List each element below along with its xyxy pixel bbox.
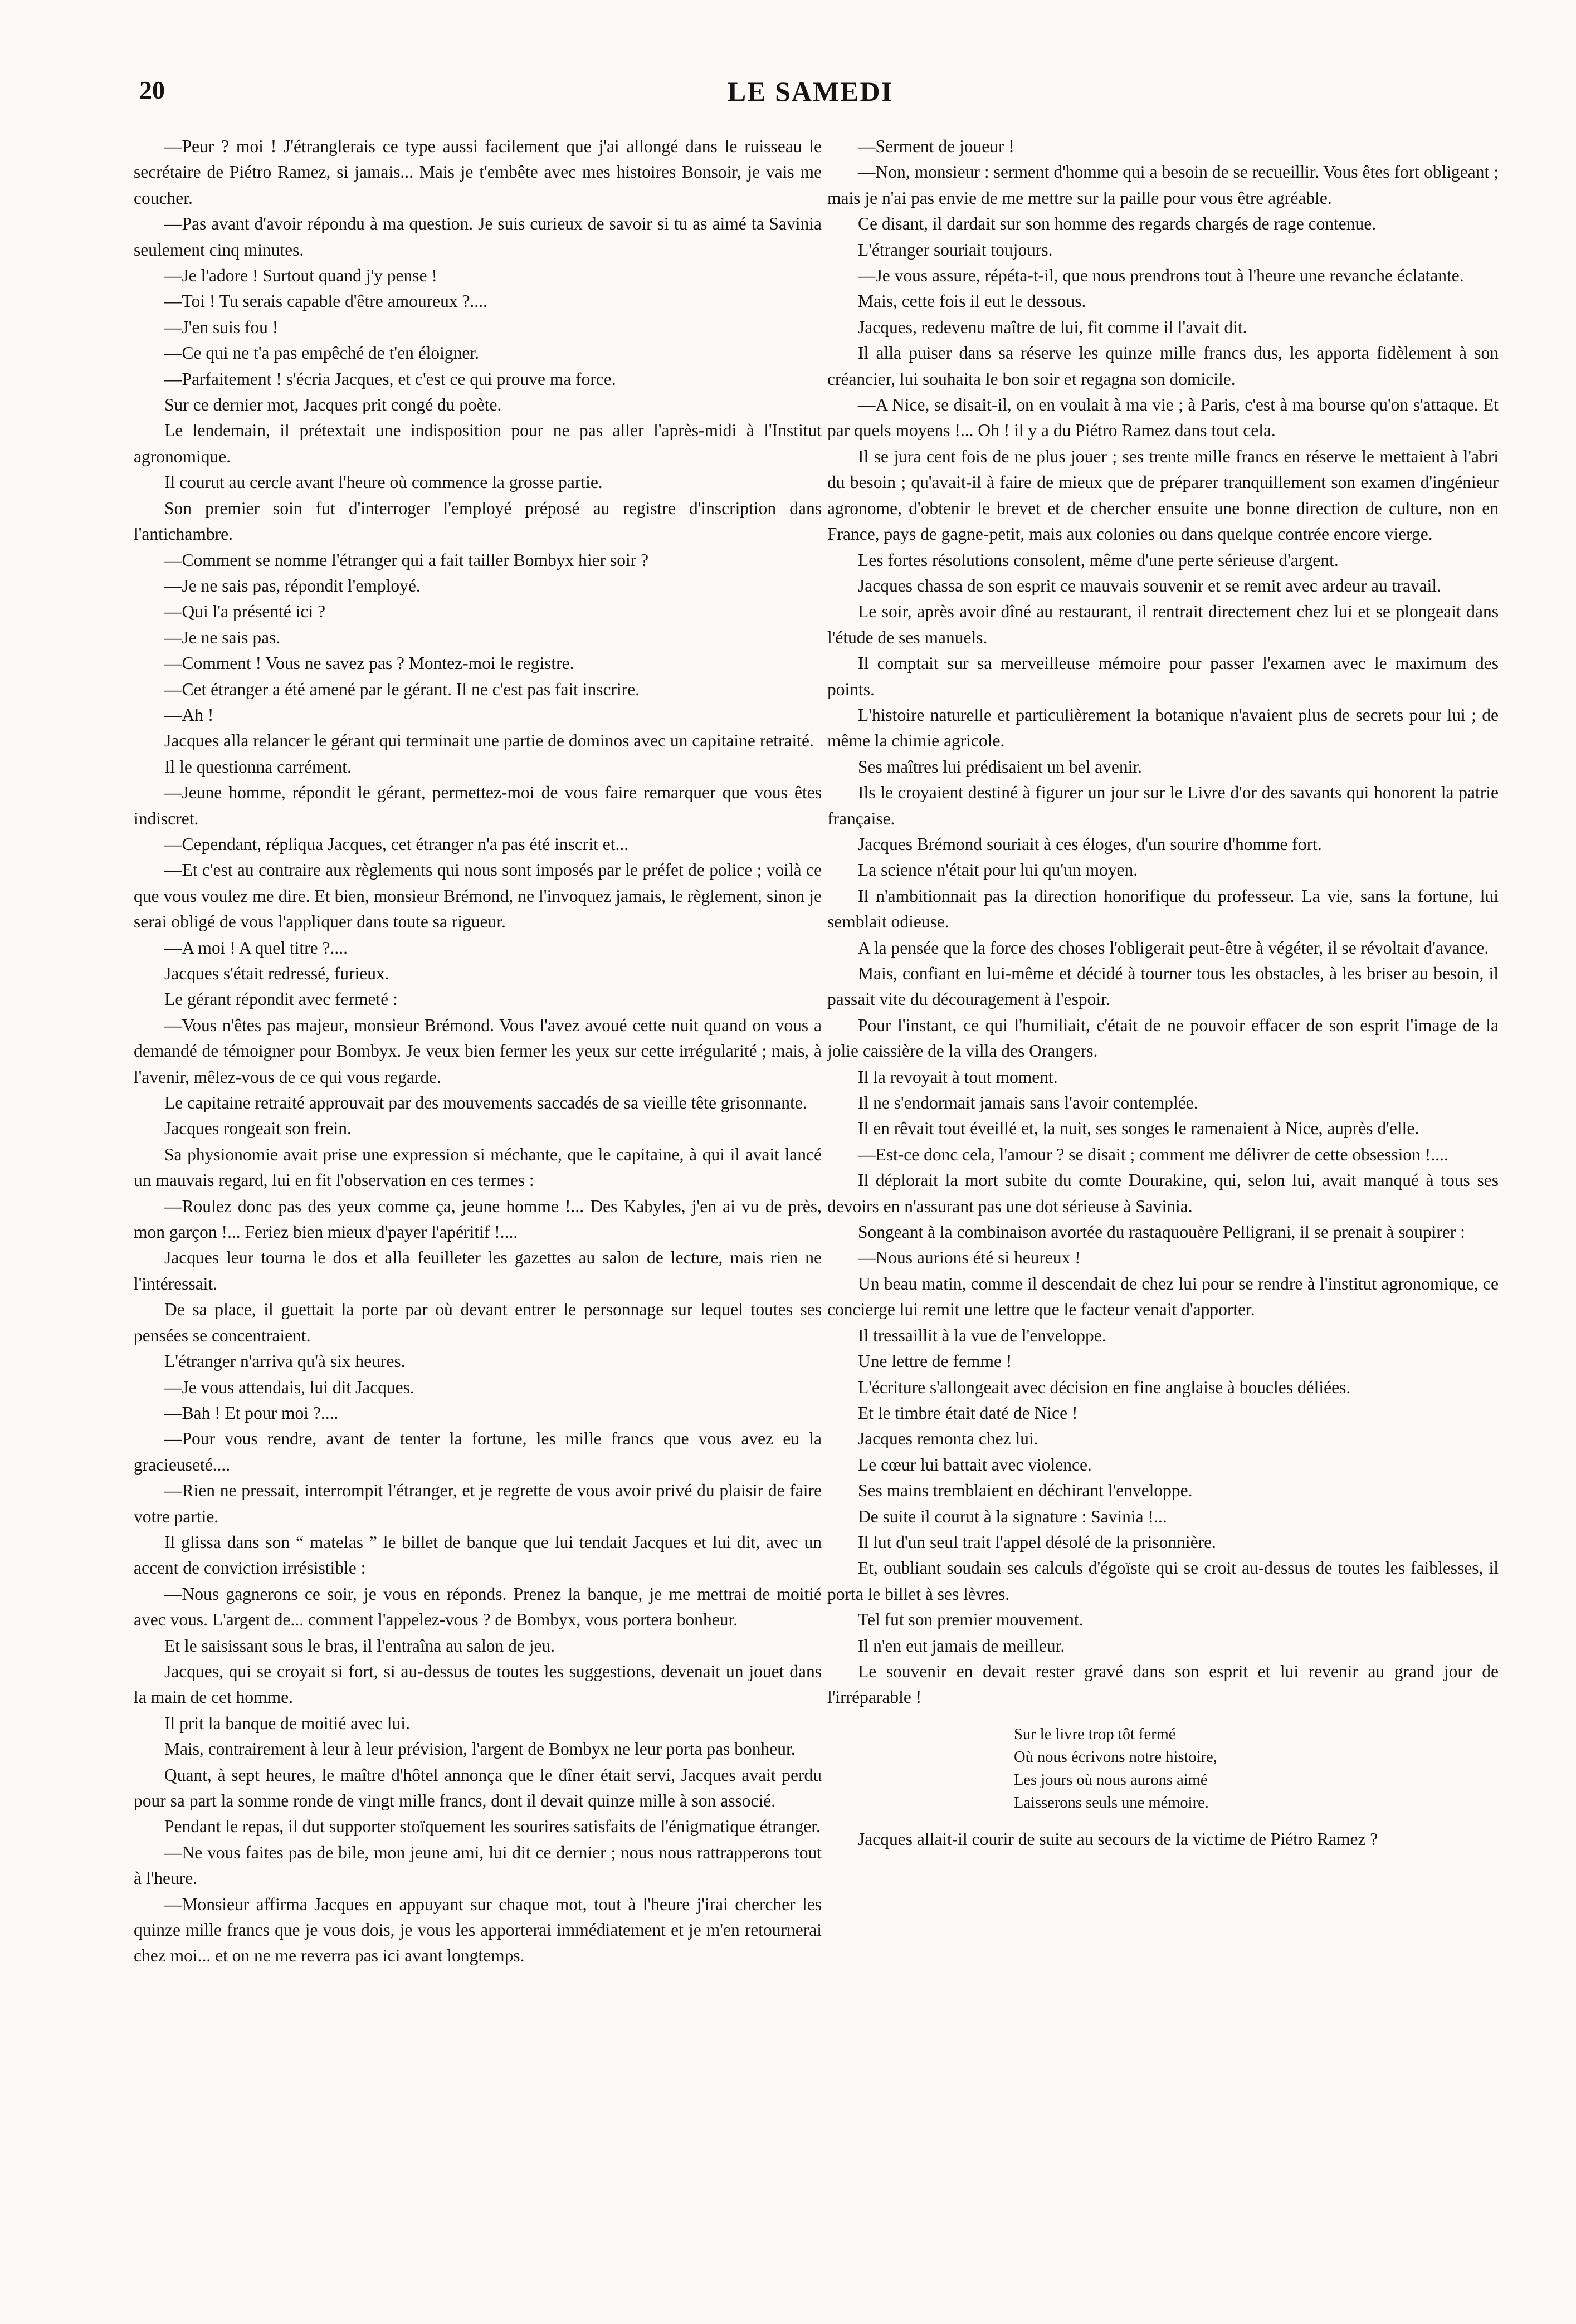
poem-line: Les jours où nous aurons aimé bbox=[1014, 1771, 1208, 1789]
paragraph: —Pas avant d'avoir répondu à ma question. Je suis curieux de savoir si tu as aimé ta Savinia seulement cinq minutes. bbox=[134, 214, 822, 260]
paragraph: Il glissa dans son “ matelas ” le billet de banque que lui tendait Jacques et lui dit, avec un accent de conviction irrésistible : bbox=[134, 1532, 822, 1578]
paragraph: A la pensée que la force des choses l'obligerait peut-être à végéter, il se révoltait d'avance. bbox=[858, 938, 1489, 958]
paragraph: Jacques alla relancer le gérant qui terminait une partie de dominos avec un capitaine retraité. bbox=[164, 731, 814, 751]
paragraph: Il la revoyait à tout moment. bbox=[858, 1067, 1058, 1087]
paragraph: —Et c'est au contraire aux règlements qui nous sont imposés par le préfet de police ; voilà ce que vous voulez me dire. Et bien, monsieur Brémond, ne l'invoquez jamais, le règlement, sinon je serai obligé de vous l'appliquer dans toute sa rigueur. bbox=[134, 860, 822, 932]
paragraph: —Rien ne pressait, interrompit l'étranger, et je regrette de vous avoir privé du plaisir de faire votre partie. bbox=[134, 1481, 822, 1526]
paragraph: —Roulez donc pas des yeux comme ça, jeune homme !... Des Kabyles, j'en ai vu de près, mon garçon !... Feriez bien mieux d'payer l'apéritif !.... bbox=[134, 1196, 822, 1242]
paragraph: —A moi ! A quel titre ?.... bbox=[164, 938, 348, 958]
paragraph: —Ne vous faites pas de bile, mon jeune ami, lui dit ce dernier ; nous nous rattrapperons tout à l'heure. bbox=[134, 1842, 822, 1888]
paragraph: Quant, à sept heures, le maître d'hôtel annonça que le dîner était servi, Jacques avait perdu pour sa part la somme ronde de vingt mille francs, dont il devait quinze mille à son associé. bbox=[134, 1765, 822, 1810]
paragraph: —Je vous attendais, lui dit Jacques. bbox=[164, 1377, 414, 1397]
paragraph: —Cet étranger a été amené par le gérant. Il ne c'est pas fait inscrire. bbox=[164, 679, 640, 699]
paragraph: Un beau matin, comme il descendait de chez lui pour se rendre à l'institut agronomique, ce concierge lui remit une lettre que le facteur venait d'apporter. bbox=[827, 1273, 1499, 1320]
paragraph: Et le timbre était daté de Nice ! bbox=[858, 1403, 1078, 1423]
paragraph: —Comment ! Vous ne savez pas ? Montez-moi le registre. bbox=[164, 653, 574, 673]
poem-line: Sur le livre trop tôt fermé bbox=[1014, 1725, 1176, 1743]
paragraph: De suite il courut à la signature : Savinia !... bbox=[858, 1506, 1167, 1526]
paragraph: L'étranger souriait toujours. bbox=[858, 240, 1053, 260]
paragraph: Il tressaillit à la vue de l'enveloppe. bbox=[858, 1325, 1106, 1345]
paragraph: —Nous gagnerons ce soir, je vous en réponds. Prenez la banque, je me mettrai de moitié avec vous. L'argent de... comment l'appelez-vous ? de Bombyx, vous portera bonheur. bbox=[134, 1584, 822, 1630]
paragraph: —Bah ! Et pour moi ?.... bbox=[164, 1403, 339, 1423]
paragraph: Mais, contrairement à leur à leur prévision, l'argent de Bombyx ne leur porta pas bonheur. bbox=[164, 1739, 796, 1759]
paragraph: Jacques remonta chez lui. bbox=[858, 1429, 1038, 1449]
page-header bbox=[128, 75, 1492, 114]
paragraph: —Toi ! Tu serais capable d'être amoureux ?.... bbox=[164, 291, 487, 311]
paragraph: Il n'en eut jamais de meilleur. bbox=[858, 1635, 1065, 1656]
paragraph: —Je l'adore ! Surtout quand j'y pense ! bbox=[164, 266, 437, 286]
paragraph: —Ah ! bbox=[164, 705, 214, 725]
paragraph: L'histoire naturelle et particulièrement la botanique n'avaient plus de secrets pour lui ; de même la chimie agricole. bbox=[827, 705, 1499, 751]
paragraph: Il se jura cent fois de ne plus jouer ; ses trente mille francs en réserve le mettaient à l'abri du besoin ; qu'avait-il à faire de mieux que de préparer tranquillement son examen d'ingénieur agronome, d'obtenir le brevet et de chercher ensuite une bonne direction de culture, non en France, pays de gagne-petit, mais aux colonies ou dans quelque contrée encore vierge. bbox=[827, 446, 1499, 544]
paragraph: Il lut d'un seul trait l'appel désolé de la prisonnière. bbox=[858, 1532, 1216, 1552]
paragraph: —Qui l'a présenté ici ? bbox=[164, 602, 326, 622]
paragraph: La science n'était pour lui qu'un moyen. bbox=[858, 860, 1138, 880]
paragraph: Jacques leur tourna le dos et alla feuilleter les gazettes au salon de lecture, mais rien ne l'intéressait. bbox=[134, 1248, 822, 1293]
page-number: 20 bbox=[139, 76, 165, 104]
paragraph: Il n'ambitionnait pas la direction honorifique du professeur. La vie, sans la fortune, lui semblait odieuse. bbox=[827, 886, 1499, 932]
paragraph: —Peur ? moi ! J'étranglerais ce type aussi facilement que j'ai allongé dans le ruisseau le secrétaire de Piétro Ramez, si jamais... Mais je t'embête avec mes histoires Bonsoir, je vais me coucher. bbox=[134, 136, 822, 208]
paragraph: Sur ce dernier mot, Jacques prit congé du poète. bbox=[164, 395, 502, 415]
paragraph: Ce disant, il dardait sur son homme des regards chargés de rage contenue. bbox=[858, 214, 1377, 234]
paragraph: Mais, confiant en lui-même et décidé à tourner tous les obstacles, à les briser au besoin, il passait vite du découragement à l'espoir. bbox=[827, 964, 1499, 1009]
paragraph: Jacques Brémond souriait à ces éloges, d'un sourire d'homme fort. bbox=[858, 834, 1322, 854]
paragraph: Il courut au cercle avant l'heure où commence la grosse partie. bbox=[164, 472, 603, 492]
paragraph: Et, oubliant soudain ses calculs d'égoïste qui se croit au-dessus de toutes les faiblesses, il porta le billet à ses lèvres. bbox=[827, 1558, 1499, 1604]
paragraph: Ses mains tremblaient en déchirant l'enveloppe. bbox=[858, 1481, 1193, 1501]
paragraph: Jacques rongeait son frein. bbox=[164, 1119, 352, 1139]
closing-paragraph: Jacques allait-il courir de suite au secours de la victime de Piétro Ramez ? bbox=[858, 1829, 1378, 1849]
paragraph: L'écriture s'allongeait avec décision en fine anglaise à boucles déliées. bbox=[858, 1377, 1351, 1397]
paragraph: Le cœur lui battait avec violence. bbox=[858, 1454, 1092, 1475]
paragraph: Jacques s'était redressé, furieux. bbox=[164, 964, 389, 983]
paragraph: Songeant à la combinaison avortée du rastaquouère Pelligrani, il se prenait à soupirer : bbox=[858, 1222, 1465, 1242]
paragraph: Le capitaine retraité approuvait par des mouvements saccadés de sa vieille tête grisonnante. bbox=[164, 1093, 807, 1113]
paragraph: Jacques, redevenu maître de lui, fit comme il l'avait dit. bbox=[858, 317, 1247, 337]
paragraph: —J'en suis fou ! bbox=[164, 317, 279, 337]
paragraph: Mais, cette fois il eut le dessous. bbox=[858, 291, 1086, 311]
paragraph: Le souvenir en devait rester gravé dans son esprit et lui revenir au grand jour de l'irréparable ! bbox=[827, 1661, 1499, 1707]
paragraph: Le lendemain, il prétextait une indisposition pour ne pas aller l'après-midi à l'Institut agronomique. bbox=[134, 421, 822, 466]
paragraph: Ils le croyaient destiné à figurer un jour sur le Livre d'or des savants qui honorent la patrie française. bbox=[827, 783, 1499, 828]
paragraph: Ses maîtres lui prédisaient un bel avenir. bbox=[858, 756, 1142, 777]
paragraph: —Comment se nomme l'étranger qui a fait tailler Bombyx hier soir ? bbox=[164, 550, 649, 570]
paragraph: —Serment de joueur ! bbox=[858, 136, 1014, 156]
paragraph: Jacques, qui se croyait si fort, si au-dessus de toutes les suggestions, devenait un jouet dans la main de cet homme. bbox=[134, 1661, 822, 1707]
paragraph: —Cependant, répliqua Jacques, cet étranger n'a pas été inscrit et... bbox=[164, 834, 629, 854]
paragraph: —Je vous assure, répéta-t-il, que nous prendrons tout à l'heure une revanche éclatante. bbox=[858, 266, 1464, 286]
paragraph: De sa place, il guettait la porte par où devant entrer le personnage sur lequel toutes ses pensées se concentraient. bbox=[134, 1300, 822, 1345]
paragraph: —A Nice, se disait-il, on en voulait à ma vie ; à Paris, c'est à ma bourse qu'on s'attaque. Et par quels moyens !... Oh ! il y a du Piétro Ramez dans tout cela. bbox=[827, 395, 1499, 441]
paragraph: —Je ne sais pas. bbox=[164, 627, 281, 647]
paragraph: Pour l'instant, ce qui l'humiliait, c'était de ne pouvoir effacer de son esprit l'image de la jolie caissière de la villa des Orangers. bbox=[827, 1015, 1499, 1061]
paragraph: —Parfaitement ! s'écria Jacques, et c'est ce qui prouve ma force. bbox=[164, 369, 616, 389]
paragraph: —Nous aurions été si heureux ! bbox=[858, 1248, 1081, 1268]
paragraph: —Je ne sais pas, répondit l'employé. bbox=[164, 575, 421, 595]
paragraph: Il alla puiser dans sa réserve les quinze mille francs dus, les apporta fidèlement à son créancier, lui souhaita le bon soir et regagna son domicile. bbox=[827, 343, 1499, 389]
paragraph: Il en rêvait tout éveillé et, la nuit, ses songes le ramenaient à Nice, auprès d'elle. bbox=[858, 1119, 1419, 1139]
paragraph: —Non, monsieur : serment d'homme qui a besoin de se recueillir. Vous êtes fort obligeant ; mais je n'ai pas envie de me mettre sur la paille pour vous être agréable. bbox=[827, 162, 1499, 208]
paragraph: Une lettre de femme ! bbox=[858, 1351, 1012, 1371]
poem bbox=[1014, 1723, 1499, 1814]
paragraph: Et le saisissant sous le bras, il l'entraîna au salon de jeu. bbox=[164, 1635, 555, 1656]
paragraph: —Vous n'êtes pas majeur, monsieur Brémond. Vous l'avez avoué cette nuit quand on vous a demandé de témoigner pour Bombyx. Je veux bien fermer les yeux sur cette irrégularité ; mais, à l'avenir, mêlez-vous de ce qui vous regarde. bbox=[134, 1015, 822, 1087]
paragraph: Il déplorait la mort subite du comte Dourakine, qui, selon lui, avait manqué à tous ses devoirs en n'assurant pas une dot sérieuse à Savinia. bbox=[827, 1170, 1499, 1216]
paragraph: —Ce qui ne t'a pas empêché de t'en éloigner. bbox=[164, 343, 480, 363]
left-column bbox=[134, 134, 822, 2301]
paragraph: —Pour vous rendre, avant de tenter la fortune, les mille francs que vous avez eu la gracieuseté.... bbox=[134, 1429, 822, 1475]
paragraph: Il ne s'endormait jamais sans l'avoir contemplée. bbox=[858, 1093, 1198, 1113]
paragraph: Les fortes résolutions consolent, même d'une perte sérieuse d'argent. bbox=[858, 550, 1339, 570]
poem-line: Où nous écrivons notre histoire, bbox=[1014, 1748, 1217, 1766]
paragraph: Jacques chassa de son esprit ce mauvais souvenir et se remit avec ardeur au travail. bbox=[858, 575, 1441, 595]
paragraph: Le gérant répondit avec fermeté : bbox=[164, 989, 398, 1009]
paragraph: —Monsieur affirma Jacques en appuyant sur chaque mot, tout à l'heure j'irai chercher les quinze mille francs que je vous dois, je vous les apporterai immédiatement et je m'en retournerai chez moi... et on ne me reverra pas ici avant longtemps. bbox=[134, 1894, 822, 1966]
paragraph: L'étranger n'arriva qu'à six heures. bbox=[164, 1351, 406, 1371]
poem-line: Laisserons seuls une mémoire. bbox=[1014, 1794, 1209, 1812]
paragraph: Il le questionna carrément. bbox=[164, 756, 352, 777]
paragraph: Tel fut son premier mouvement. bbox=[858, 1610, 1084, 1630]
right-column bbox=[827, 134, 1499, 2301]
paragraph: Il prit la banque de moitié avec lui. bbox=[164, 1713, 410, 1733]
paragraph: Il comptait sur sa merveilleuse mémoire pour passer l'examen avec le maximum des points. bbox=[827, 653, 1499, 699]
paragraph: Le soir, après avoir dîné au restaurant, il rentrait directement chez lui et se plongeait dans l'étude de ses manuels. bbox=[827, 602, 1499, 647]
paragraph: Sa physionomie avait prise une expression si méchante, que le capitaine, à qui il avait lancé un mauvais regard, lui en fit l'observation en ces termes : bbox=[134, 1144, 822, 1190]
paragraph: —Est-ce donc cela, l'amour ? se disait ; comment me délivrer de cette obsession !.... bbox=[858, 1144, 1448, 1164]
paragraph: Son premier soin fut d'interroger l'employé préposé au registre d'inscription dans l'antichambre. bbox=[134, 498, 822, 544]
journal-title: LE SAMEDI bbox=[727, 76, 894, 107]
paragraph: Pendant le repas, il dut supporter stoïquement les sourires satisfaits de l'énigmatique étranger. bbox=[164, 1817, 821, 1837]
right-column-paragraphs bbox=[827, 134, 1499, 1711]
paragraph: —Jeune homme, répondit le gérant, permettez-moi de vous faire remarquer que vous êtes indiscret. bbox=[134, 783, 822, 828]
